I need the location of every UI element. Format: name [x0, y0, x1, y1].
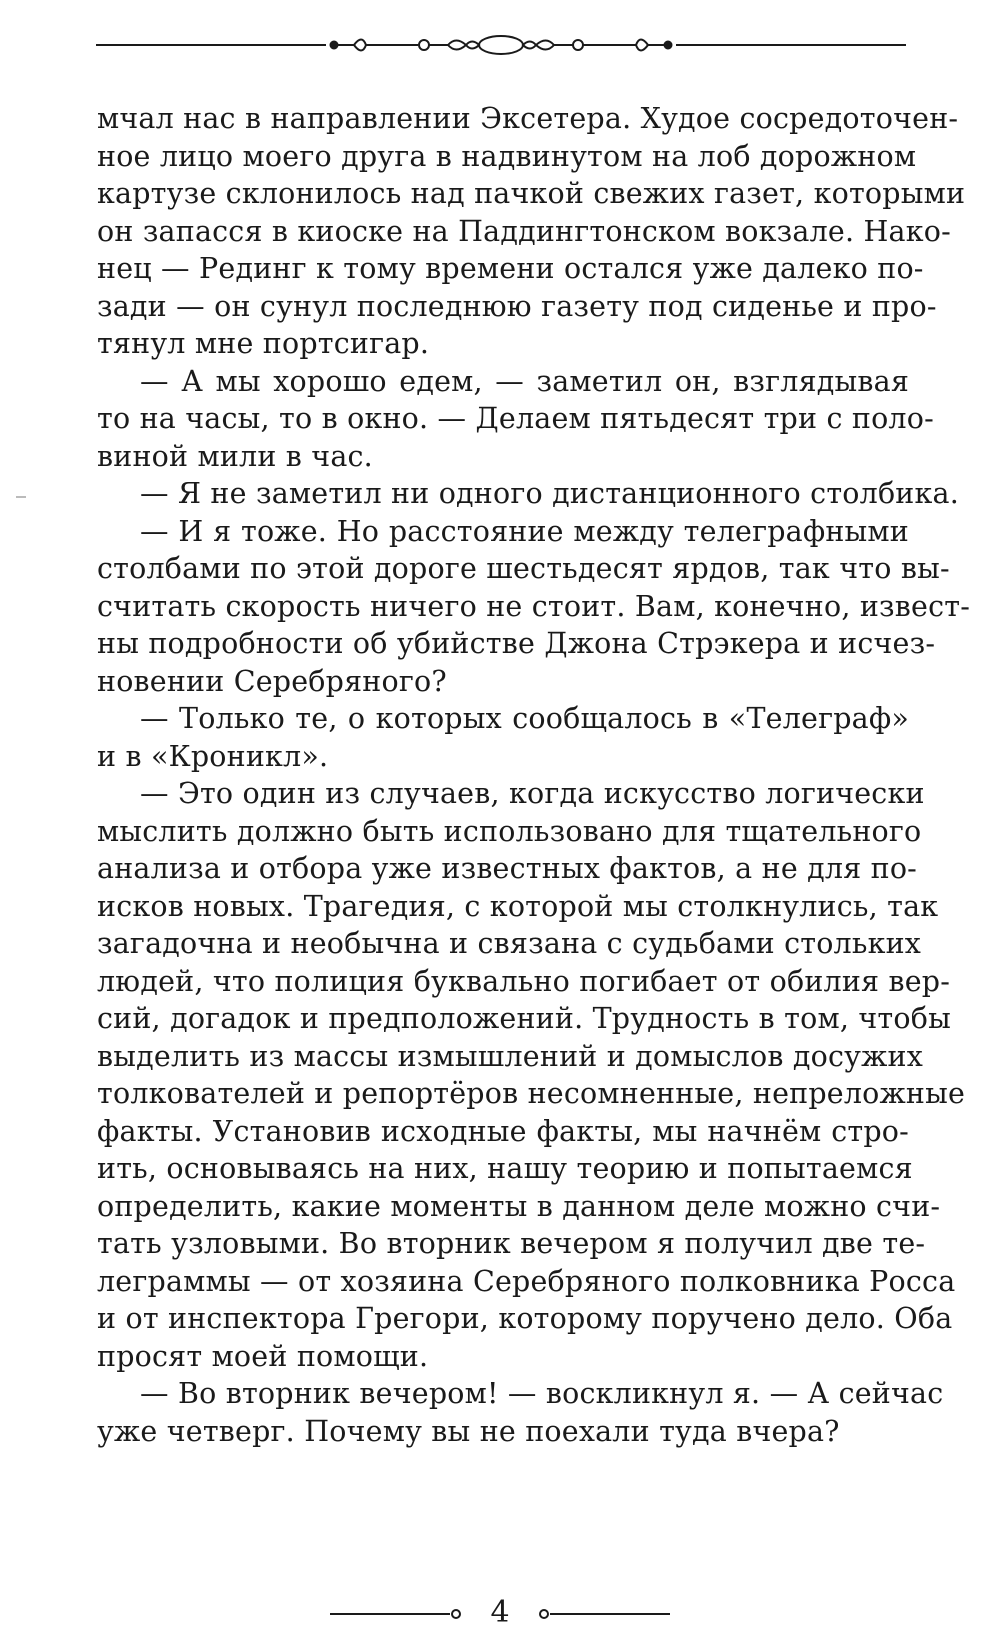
text-line: столбами по этой дороге шестьдесят ярдов, так что вы-	[97, 552, 950, 585]
page-footer	[330, 1595, 670, 1631]
text-line: толкователей и репортёров несомненные, непреложные	[97, 1077, 966, 1110]
text-line: просят моей помощи.	[97, 1339, 429, 1373]
body-text	[97, 100, 971, 1450]
text-line: тянул мне портсигар.	[97, 327, 430, 360]
text-line: ить, основываясь на них, нашу теорию и попытаемся	[97, 1152, 913, 1185]
text-line: леграммы — от хозяина Серебряного полковника Росса	[97, 1264, 956, 1298]
text-line: — И я тоже. Но расстояние между телеграфными	[140, 514, 909, 548]
text-line: картузе склонилось над пачкой свежих газет, которыми	[97, 177, 966, 210]
text-line: мчал нас в направлении Эксетера. Худое сосредоточен-	[97, 102, 959, 135]
text-line: факты. Установив исходные факты, мы начнём стро-	[97, 1114, 909, 1148]
text-line: исков новых. Трагедия, с которой мы столкнулись, так	[97, 889, 939, 923]
text-line: тать узловыми. Во вторник вечером я получил две те-	[97, 1227, 926, 1260]
text-line: — А мы хорошо едем, — заметил он, взглядывая	[140, 364, 909, 398]
scan-artifact	[16, 496, 26, 498]
text-line: выделить из массы измышлений и домыслов досужих	[97, 1039, 923, 1073]
text-line: — Только те, о которых сообщалось в «Телеграф»	[140, 702, 909, 735]
text-line: мыслить должно быть использовано для тщательного	[97, 814, 922, 848]
text-line: считать скорость ничего не стоит. Вам, конечно, извест-	[97, 589, 971, 623]
text-line: людей, что полиция буквально погибает от обилия вер-	[97, 964, 951, 998]
text-line: сий, догадок и предположений. Трудность в том, чтобы	[97, 1002, 951, 1035]
text-line: — Во вторник вечером! — воскликнул я. — А сейчас	[140, 1377, 944, 1410]
text-line: виной мили в час.	[97, 439, 373, 473]
top-ornament-rule	[96, 28, 906, 62]
text-line: нец — Рединг к тому времени остался уже далеко по-	[97, 252, 924, 285]
text-line: зади — он сунул последнюю газету под сиденье и про-	[97, 289, 937, 323]
text-line: загадочна и необычна и связана с судьбами стольких	[97, 927, 922, 960]
text-line: анализа и отбора уже известных фактов, а не для по-	[97, 852, 918, 885]
text-line: и в «Кроникл».	[97, 739, 329, 773]
text-line: ное лицо моего друга в надвинутом на лоб дорожном	[97, 139, 917, 173]
page-number: 4	[490, 1595, 510, 1630]
text-line: определить, какие моменты в данном деле можно счи-	[97, 1189, 941, 1223]
text-line: новении Серебряного?	[97, 664, 447, 698]
text-line: — Это один из случаев, когда искусство логически	[140, 777, 925, 810]
text-line: — Я не заметил ни одного дистанционного столбика.	[140, 477, 959, 510]
text-line: то на часы, то в окно. — Делаем пятьдесят три с поло-	[97, 402, 934, 435]
text-line: ны подробности об убийстве Джона Стрэкера и исчез-	[97, 627, 936, 660]
text-line: и от инспектора Грегори, которому поручено дело. Оба	[97, 1302, 953, 1335]
text-line: он запасся в киоске на Паддингтонском вокзале. Нако-	[97, 214, 951, 248]
text-line: уже четверг. Почему вы не поехали туда вчера?	[97, 1414, 840, 1448]
